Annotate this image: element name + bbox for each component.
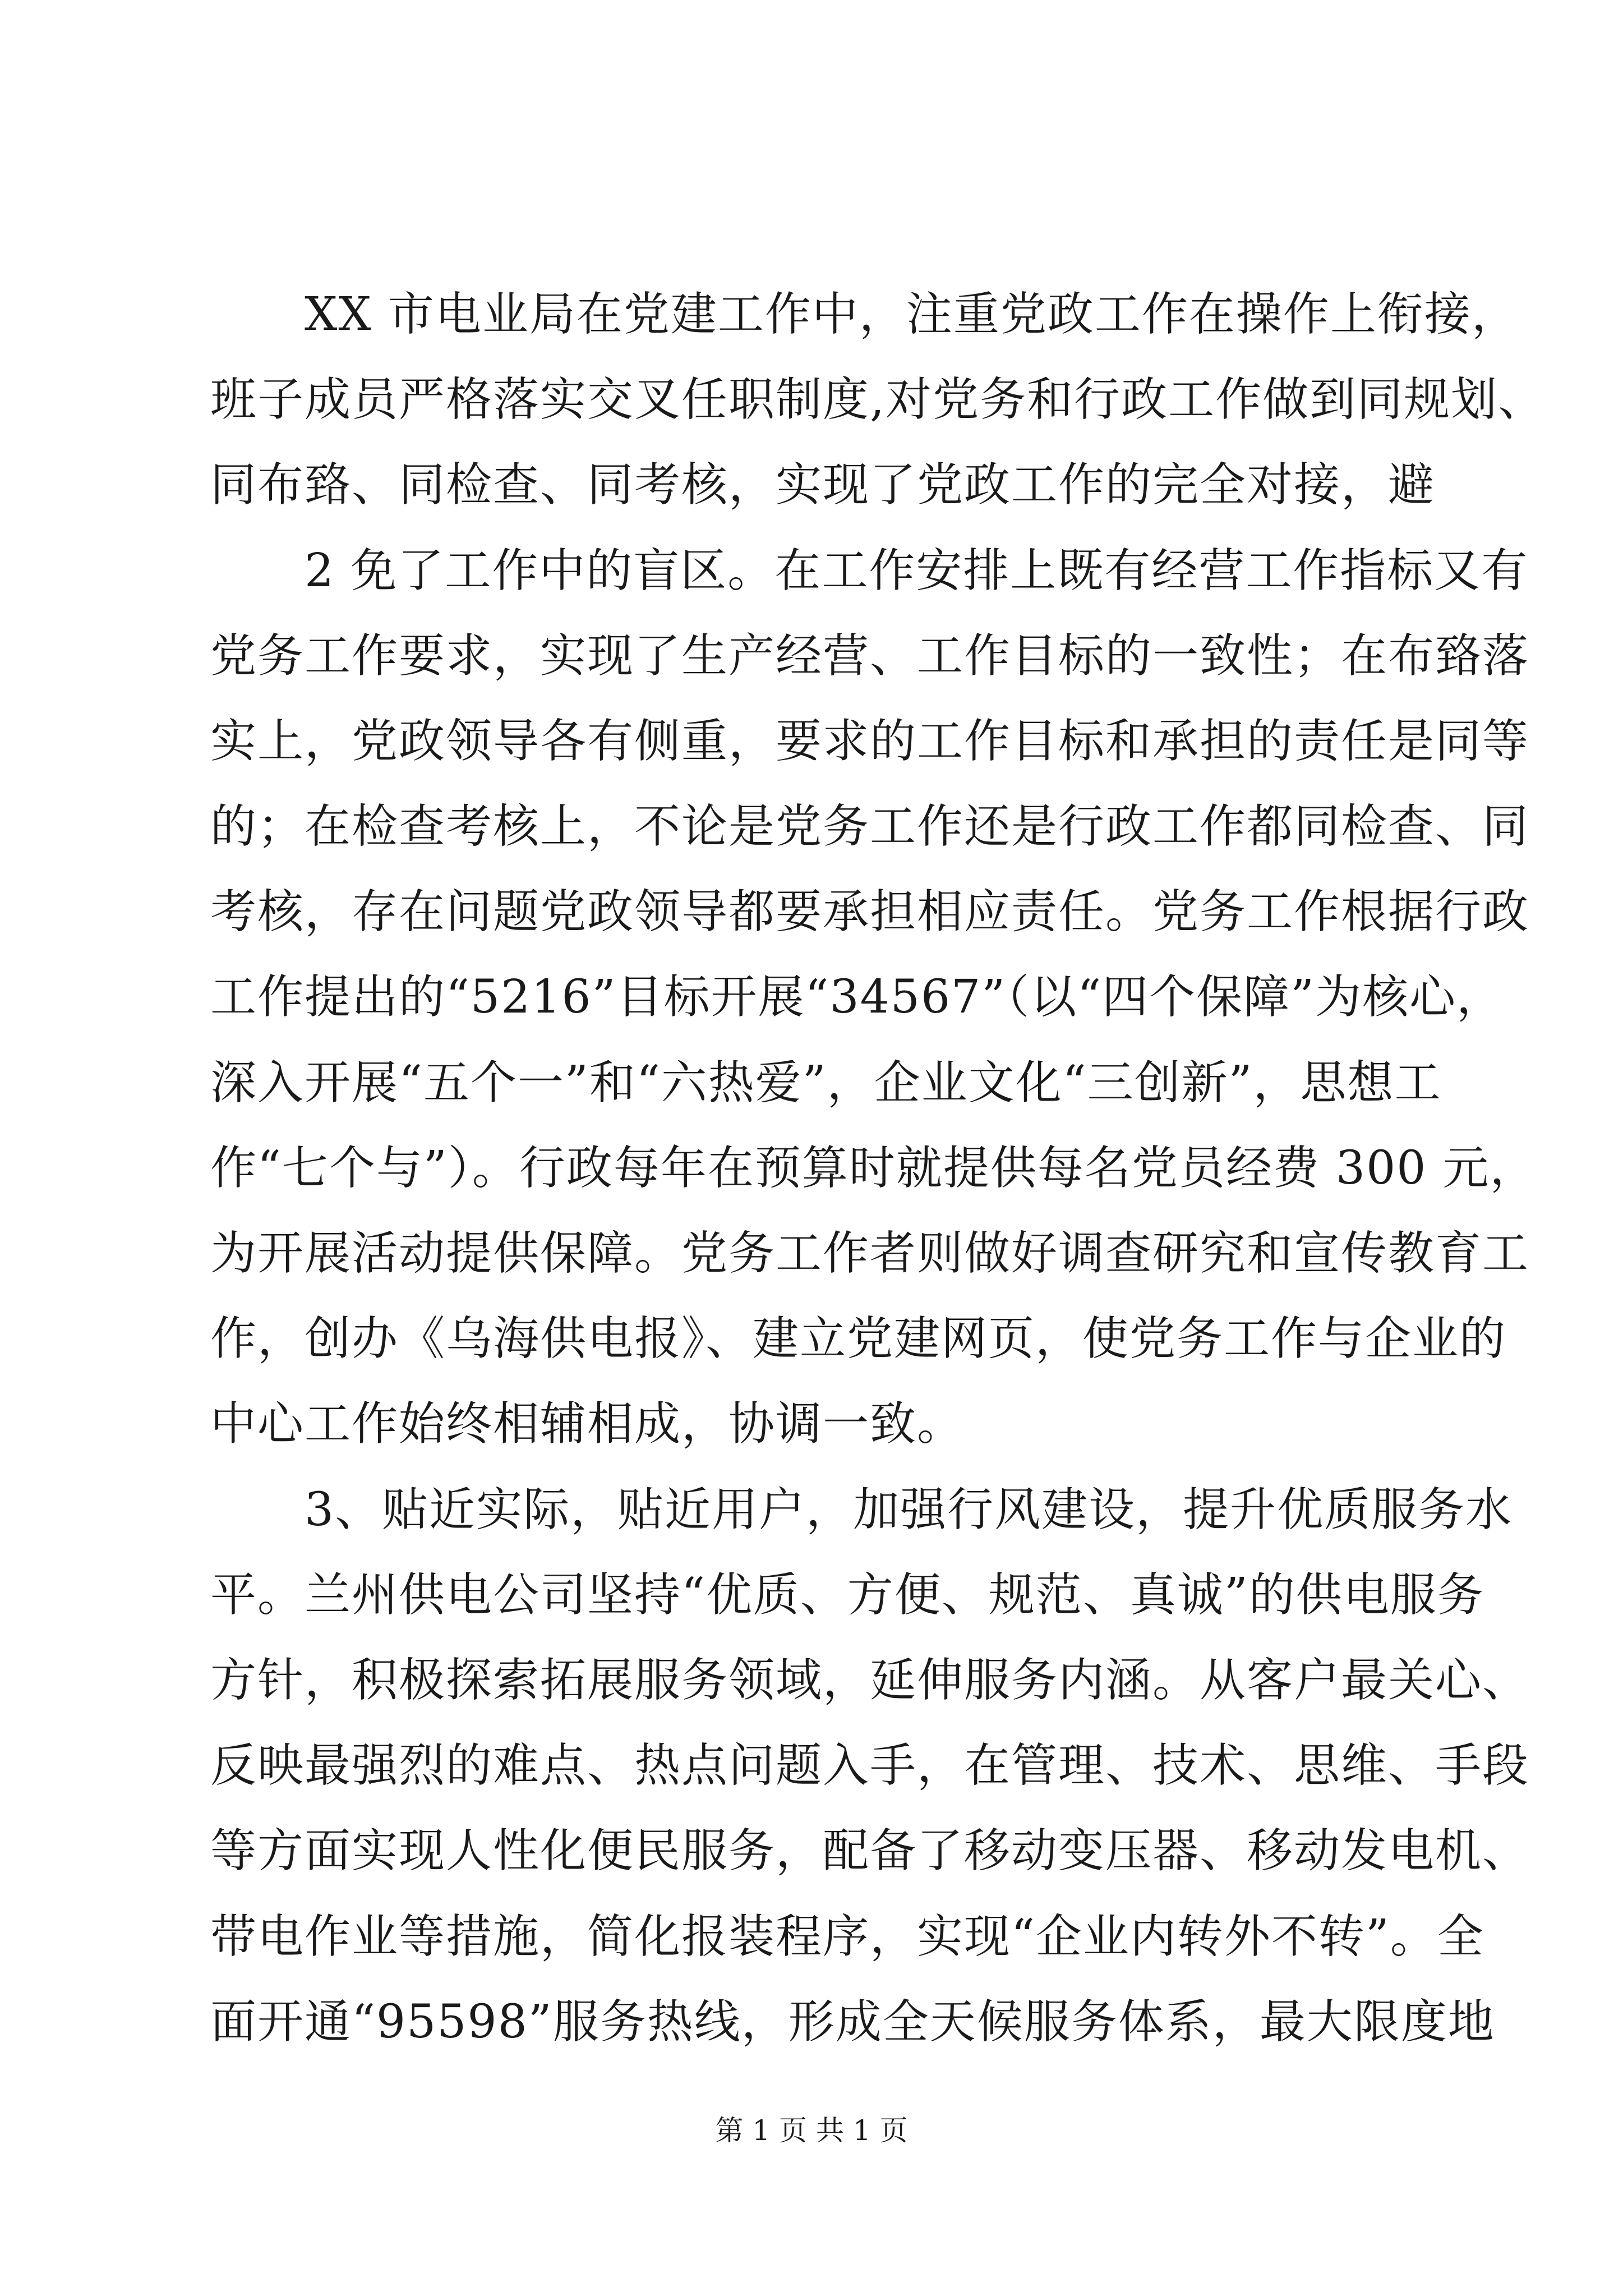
text-line: 2 免了工作中的盲区。在工作安排上既有经营工作指标又有 bbox=[210, 544, 1529, 597]
page-number-footer: 第 1 页 共 1 页 bbox=[715, 2114, 908, 2147]
text-line: 平。兰州供电公司坚持“优质、方便、规范、真诚”的供电服务 bbox=[210, 1568, 1484, 1622]
text-line: 的；在检查考核上，不论是党务工作还是行政工作都同检查、同 bbox=[210, 800, 1530, 853]
text-line: 3、贴近实际，贴近用户，加强行风建设，提升优质服务水 bbox=[210, 1483, 1513, 1536]
text-line: 反映最强烈的难点、热点问题入手，在管理、技术、思维、手段 bbox=[210, 1739, 1530, 1792]
text-line: XX 市电业局在党建工作中，注重党政工作在操作上衔接， bbox=[210, 288, 1519, 341]
text-line: 实上，党政领导各有侧重，要求的工作目标和承担的责任是同等 bbox=[210, 715, 1530, 768]
text-line: 考核，存在问题党政领导都要承担相应责任。党务工作根据行政 bbox=[210, 885, 1530, 938]
text-line: 方针，积极探索拓展服务领域，延伸服务内涵。从客户最关心、 bbox=[210, 1654, 1530, 1707]
text-line: 作“七个与”）。行政每年在预算时就提供每名党员经费 300 元， bbox=[210, 1142, 1537, 1195]
text-line: 中心工作始终相辅相成，协调一致。 bbox=[210, 1397, 965, 1451]
text-line: 同布臵、同检查、同考核，实现了党政工作的完全对接，避 bbox=[210, 458, 1436, 512]
text-line: 为开展活动提供保障。党务工作者则做好调查研究和宣传教育工 bbox=[210, 1227, 1530, 1280]
text-line: 面开通“95598”服务热线，形成全天候服务体系，最大限度地 bbox=[210, 1995, 1495, 2049]
text-line: 作，创办《乌海供电报》、建立党建网页，使党务工作与企业的 bbox=[210, 1312, 1507, 1365]
text-line: 工作提出的“5216”目标开展“34567”（以“四个保障”为核心， bbox=[210, 970, 1504, 1024]
text-line: 党务工作要求，实现了生产经营、工作目标的一致性；在布臵落 bbox=[210, 629, 1530, 683]
text-line: 等方面实现人性化便民服务，配备了移动变压器、移动发电机、 bbox=[210, 1824, 1530, 1878]
text-line: 带电作业等措施，简化报装程序，实现“企业内转外不转”。全 bbox=[210, 1910, 1484, 1963]
text-line: 班子成员严格落实交叉任职制度,对党务和行政工作做到同规划、 bbox=[210, 373, 1546, 426]
text-line: 深入开展“五个一”和“六热爱”，企业文化“三创新”，思想工 bbox=[210, 1056, 1442, 1110]
